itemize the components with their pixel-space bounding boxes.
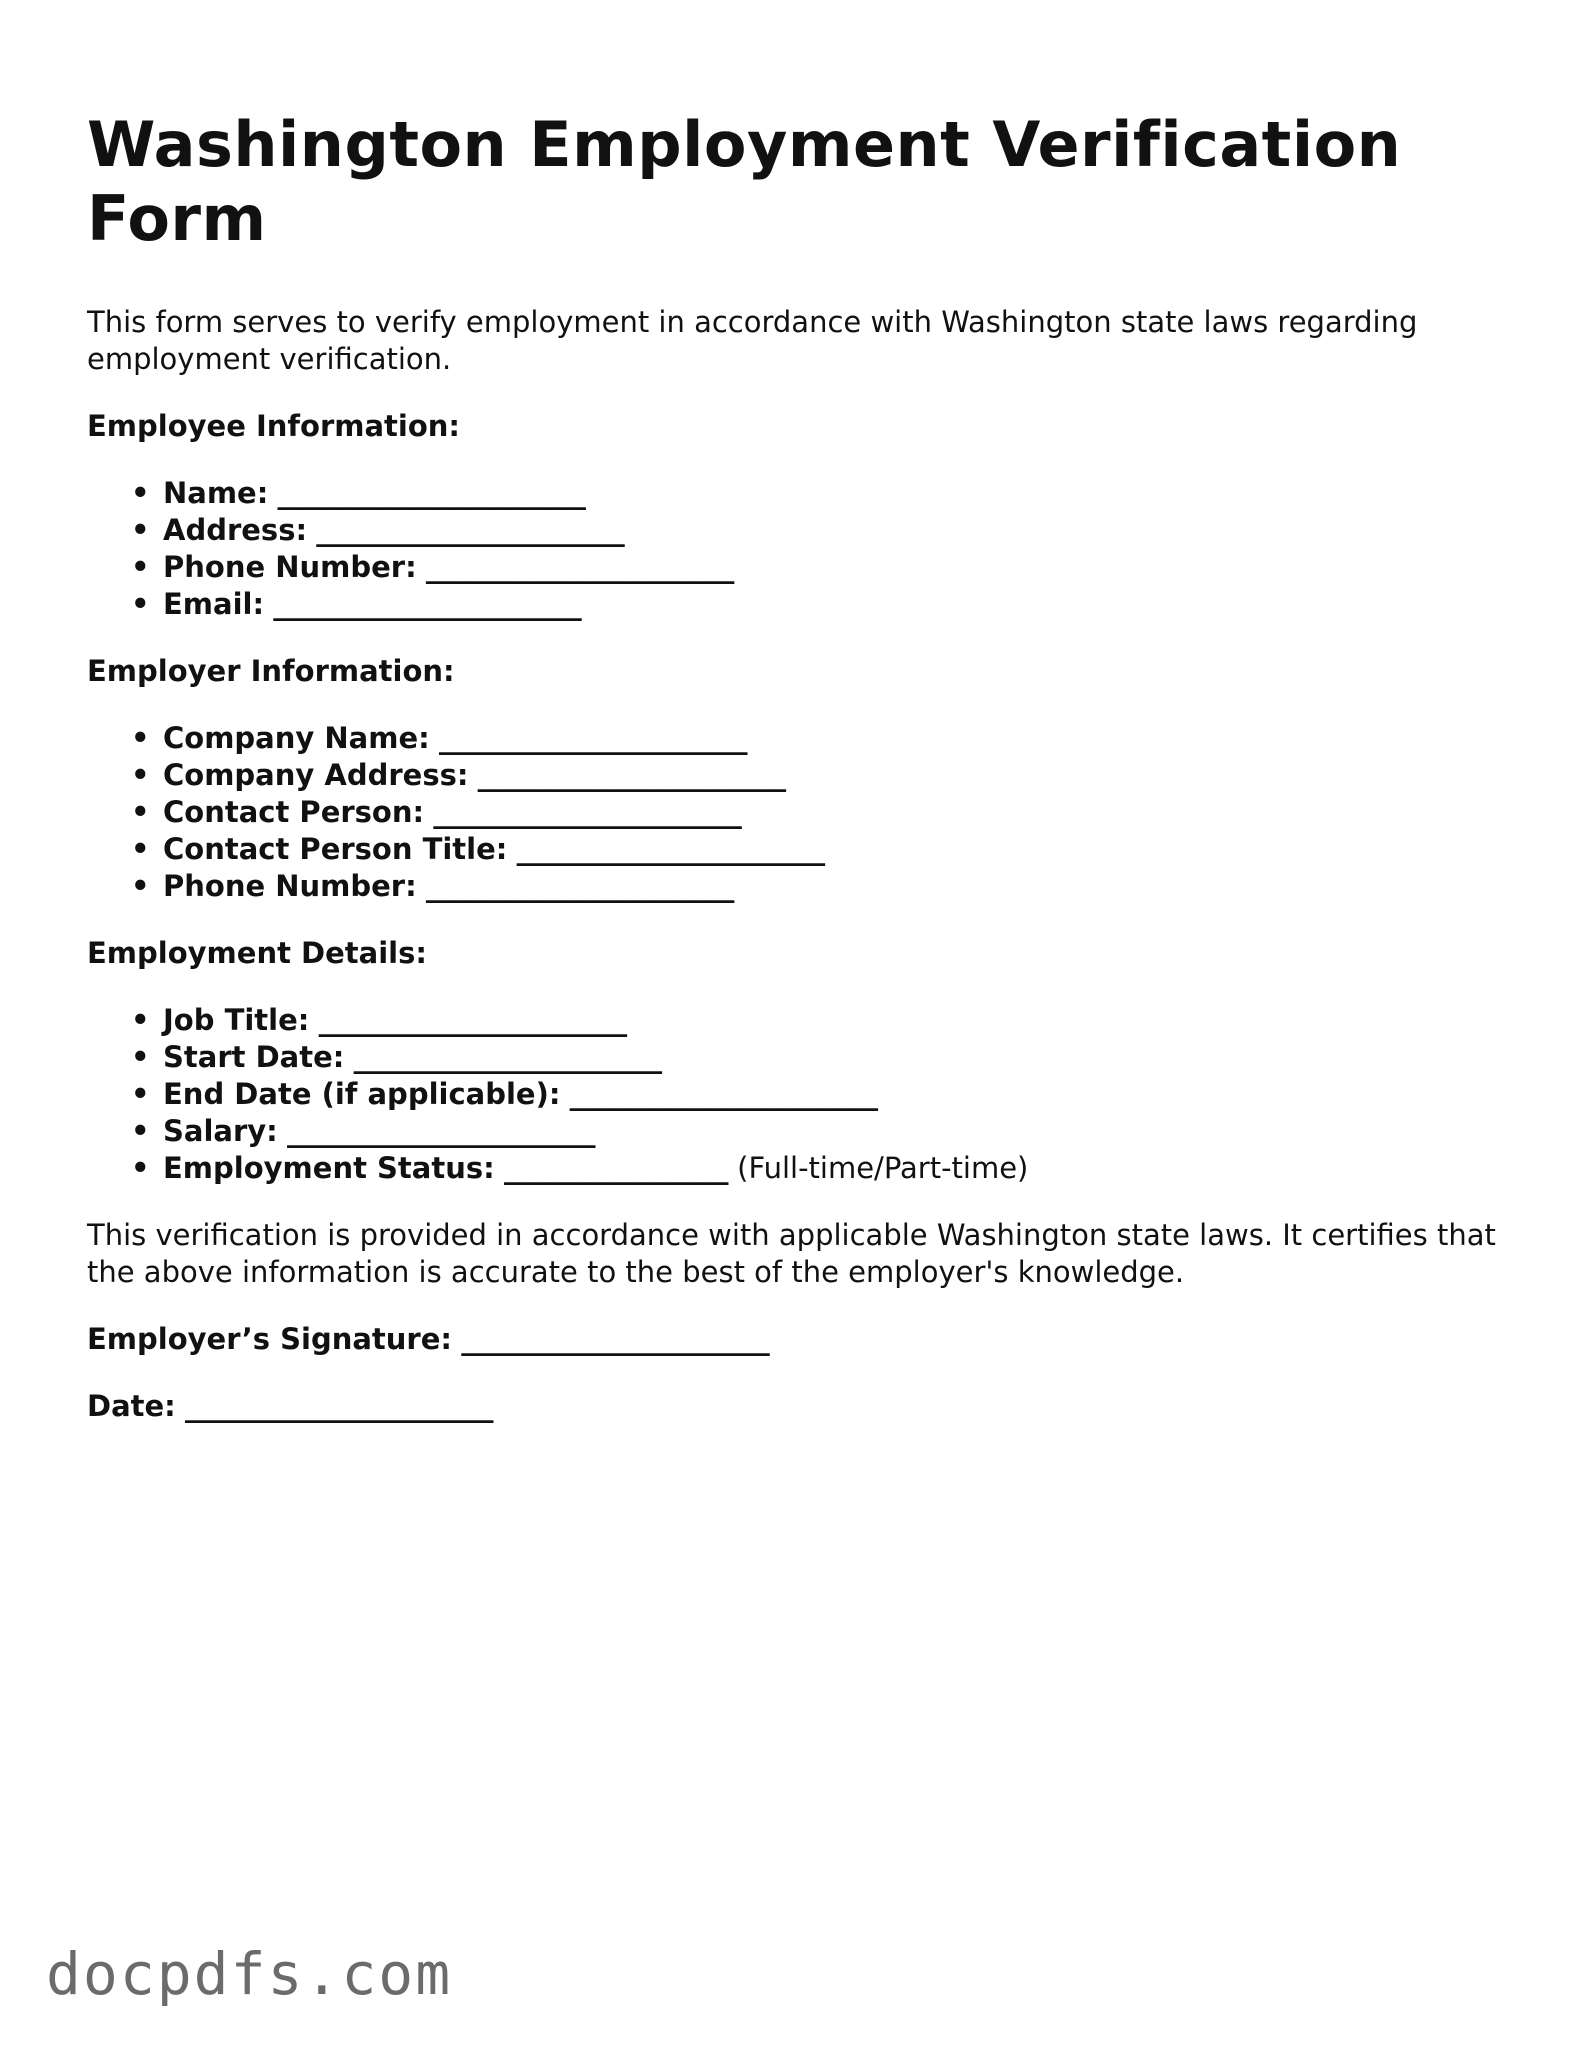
field-label: Contact Person: [163,795,425,829]
fill-in-line[interactable]: ______________________ [433,795,742,829]
field-label: Employment Status: [163,1151,495,1185]
status-options-note: (Full-time/Part-time) [737,1151,1029,1185]
employee-name-field[interactable] [131,475,1507,512]
employee-section-heading: Employee Information: [87,409,461,443]
date-field[interactable] [87,1388,1507,1425]
employment-status-field[interactable] [131,1150,1507,1187]
fill-in-line[interactable]: ______________________ [569,1077,878,1111]
fill-in-line[interactable]: ______________________ [425,869,734,903]
company-name-field[interactable] [131,720,1507,757]
bullet-icon: • [131,1003,150,1037]
field-label: Email: [163,587,265,621]
field-label: End Date (if applicable): [163,1077,561,1111]
field-label: Contact Person Title: [163,832,508,866]
field-label: Salary: [163,1114,278,1148]
bullet-icon: • [131,832,150,866]
fill-in-line[interactable]: ______________________ [353,1040,662,1074]
watermark: docpdfs.com [46,1940,453,2008]
fill-in-line[interactable]: ______________________ [318,1003,627,1037]
bullet-icon: • [131,1077,150,1111]
employee-email-field[interactable] [131,586,1507,623]
field-label: Company Address: [163,758,469,792]
employee-fields [87,475,1507,623]
employer-fields [87,720,1507,905]
field-label: Job Title: [163,1003,310,1037]
intro-text: This form serves to verify employment in accordance with Washington state laws regarding employment verification. [87,305,1418,376]
bullet-icon: • [131,869,150,903]
field-label: Start Date: [163,1040,345,1074]
employment-section-heading: Employment Details: [87,936,427,970]
fill-in-line[interactable]: ________________ [503,1151,728,1185]
fill-in-line[interactable]: ______________________ [185,1389,493,1423]
certification-text: This verification is provided in accordance with applicable Washington state laws. It certifies that the above information is accurate to the best of the employer's knowledge. [87,1218,1496,1289]
field-label: Company Name: [163,721,430,755]
bullet-icon: • [131,476,150,510]
bullet-icon: • [131,721,150,755]
start-date-field[interactable] [131,1039,1507,1076]
contact-person-title-field[interactable] [131,831,1507,868]
signature-label: Employer’s Signature: [87,1322,452,1356]
fill-in-line[interactable]: ______________________ [516,832,825,866]
employment-fields [87,1002,1507,1187]
bullet-icon: • [131,1151,150,1185]
date-label: Date: [87,1389,176,1423]
field-label: Address: [163,513,308,547]
form-title: Washington Employment Verification Form [87,108,1402,255]
contact-person-field[interactable] [131,794,1507,831]
fill-in-line[interactable]: ______________________ [316,513,625,547]
fill-in-line[interactable]: ______________________ [273,587,582,621]
bullet-icon: • [131,513,150,547]
salary-field[interactable] [131,1113,1507,1150]
company-address-field[interactable] [131,757,1507,794]
fill-in-line[interactable]: ______________________ [287,1114,595,1148]
fill-in-line[interactable]: ______________________ [477,758,786,792]
bullet-icon: • [131,795,150,829]
field-label: Phone Number: [163,869,417,903]
form-page [87,108,1507,1455]
bullet-icon: • [131,550,150,584]
bullet-icon: • [131,587,150,621]
employer-signature-field[interactable] [87,1321,1507,1358]
employer-phone-field[interactable] [131,868,1507,905]
fill-in-line[interactable]: ______________________ [277,476,586,510]
employee-phone-field[interactable] [131,549,1507,586]
field-label: Name: [163,476,269,510]
employee-address-field[interactable] [131,512,1507,549]
fill-in-line[interactable]: ______________________ [461,1322,770,1356]
fill-in-line[interactable]: ______________________ [438,721,747,755]
job-title-field[interactable] [131,1002,1507,1039]
bullet-icon: • [131,758,150,792]
bullet-icon: • [131,1040,150,1074]
end-date-field[interactable] [131,1076,1507,1113]
employer-section-heading: Employer Information: [87,654,455,688]
bullet-icon: • [131,1114,150,1148]
fill-in-line[interactable]: ______________________ [425,550,734,584]
field-label: Phone Number: [163,550,417,584]
